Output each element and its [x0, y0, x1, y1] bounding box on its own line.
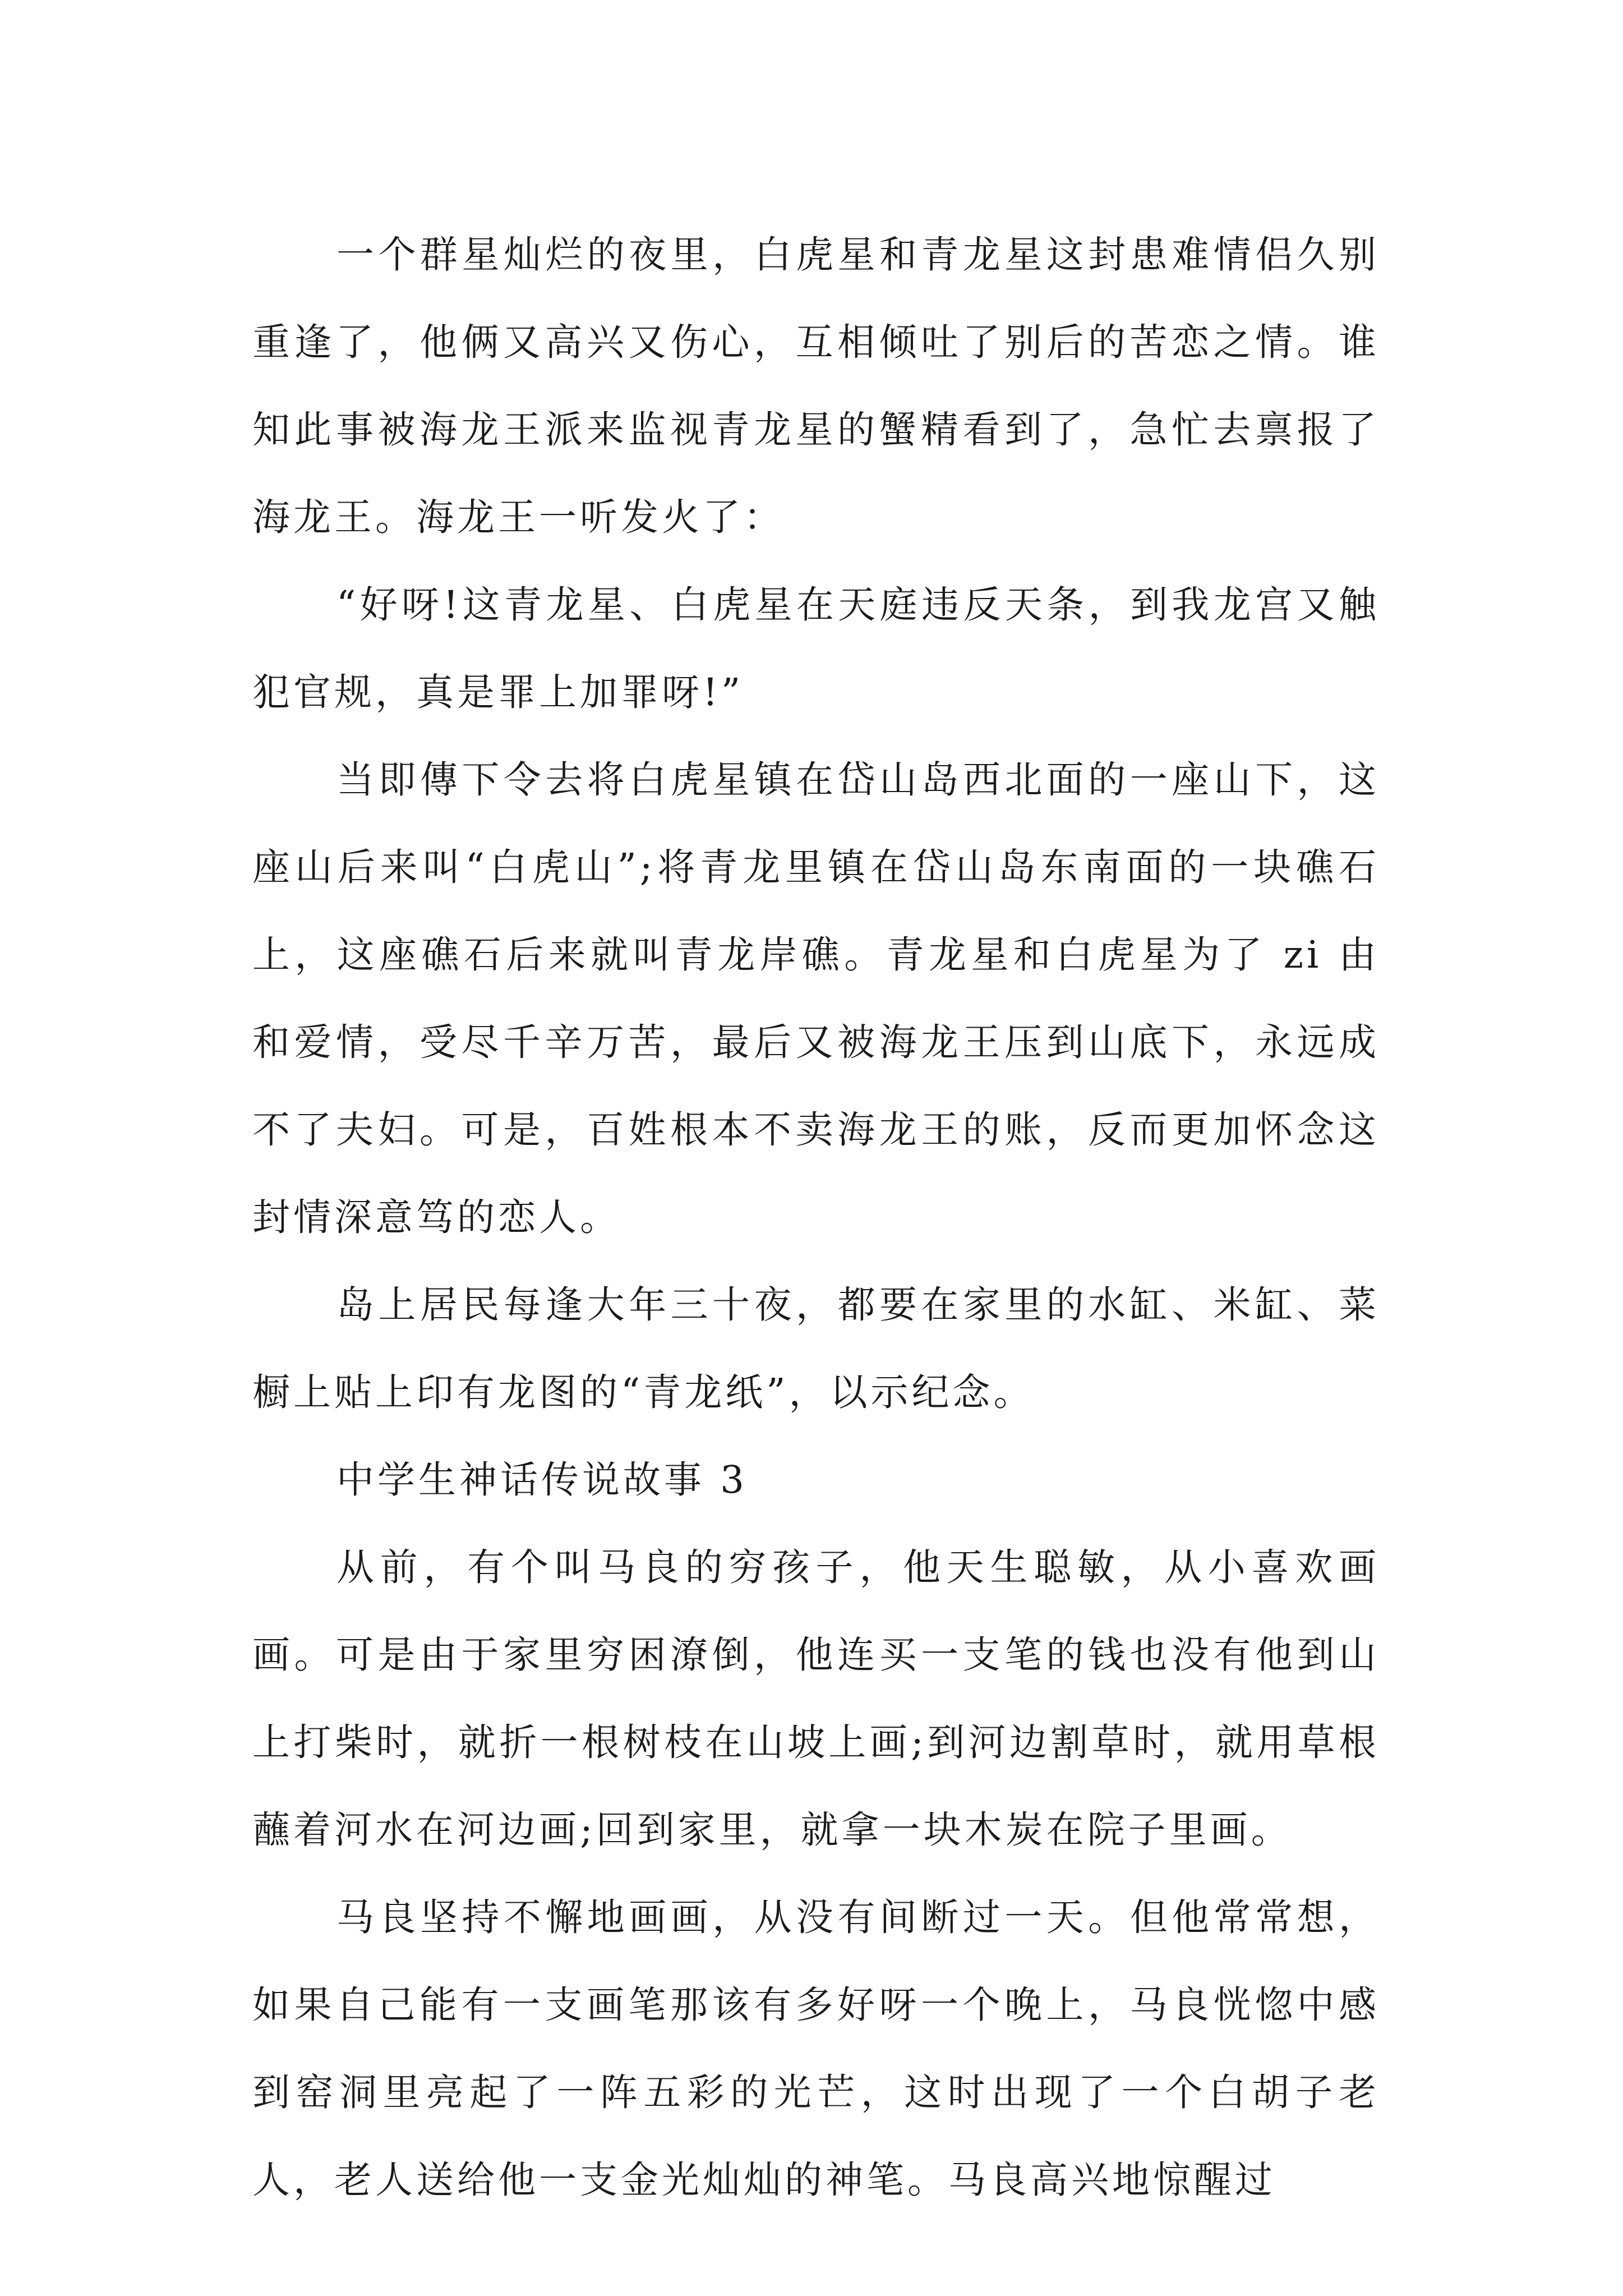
paragraph-punishment: 当即傳下令去将白虎星镇在岱山岛西北面的一座山下，这座山后来叫“白虎山”;将青龙里镇在岱山岛东南面的一块礁石上，这座礁石后来就叫青龙岸礁。青龙星和白虎星为了 zi 由和爱情，受尽千辛万苦，最后又被海龙王压到山底下，永远成不了夫妇。可是，百姓根本不卖海龙王的账，反而更加怀念这封情深意笃的恋人。 — [252, 758, 1380, 1239]
paragraph-ma-liang-intro: 从前，有个叫马良的穷孩子，他天生聪敏，从小喜欢画画。可是由于家里穷困潦倒，他连买一支笔的钱也没有他到山上打柴时，就折一根树枝在山坡上画;到河边割草时，就用草根蘸着河水在河边画;回到家里，就拿一块木炭在院子里画。 — [252, 1545, 1380, 1852]
paragraph-custom: 岛上居民每逢大年三十夜，都要在家里的水缸、米缸、菜橱上贴上印有龙图的“青龙纸”，以示纪念。 — [252, 1283, 1380, 1414]
paragraph-reunion: 一个群星灿烂的夜里，白虎星和青龙星这封患难情侣久别重逢了，他俩又高兴又伤心，互相倾吐了别后的苦恋之情。谁知此事被海龙王派来监视青龙星的蟹精看到了，急忙去禀报了海龙王。海龙王一听发火了： — [252, 233, 1380, 539]
section-heading: 中学生神话传说故事 3 — [336, 1458, 748, 1502]
paragraph-magic-brush: 马良坚持不懈地画画，从没有间断过一天。但他常常想，如果自己能有一支画笔那该有多好呀一个晚上，马良恍惚中感到窑洞里亮起了一阵五彩的光芒，这时出现了一个白胡子老人，老人送给他一支金光灿灿的神笔。马良高兴地惊醒过 — [252, 1895, 1380, 2202]
document-body — [252, 211, 1380, 2224]
paragraph-dragon-king-quote: “好呀!这青龙星、白虎星在天庭违反天条，到我龙宫又触犯官规，真是罪上加罪呀!” — [252, 583, 1380, 714]
